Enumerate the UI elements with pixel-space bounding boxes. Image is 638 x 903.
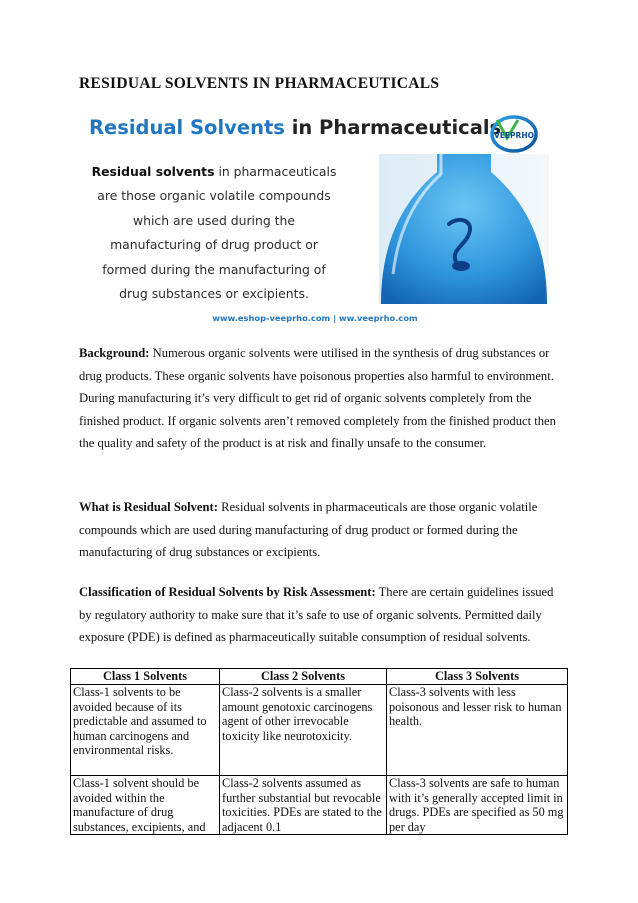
table-header-class1: Class 1 Solvents xyxy=(71,669,220,685)
table-cell: Class-2 solvents is a smaller amount genotoxic carcinogens agent of other irrevocable toxicity like neurotoxicity. xyxy=(220,685,387,776)
banner-description xyxy=(87,160,341,306)
table-row xyxy=(71,685,568,776)
background-label: Background: xyxy=(79,346,150,360)
table-cell: Class-1 solvent should be avoided within the manufacture of drug substances, excipients, and xyxy=(71,776,220,835)
table-header-class2: Class 2 Solvents xyxy=(220,669,387,685)
background-text: Numerous organic solvents were utilised in the synthesis of drug substances or drug products. These organic solvents have poisonous properties also harmful to environment. During manufacturing it’s very difficult to get rid of organic solvents completely from the finished product. If organic solvents aren’t removed completely from the finished product then the quality and safety of the product is at risk and finally unsafe to the consumer. xyxy=(79,346,556,451)
page-title: RESIDUAL SOLVENTS IN PHARMACEUTICALS xyxy=(79,75,440,92)
table-row xyxy=(71,776,568,835)
classification-label: Classification of Residual Solvents by Risk Assessment: xyxy=(79,585,376,599)
banner-heading-part2: in Pharmaceuticals xyxy=(291,116,502,139)
table-cell: Class-1 solvents to be avoided because of its predictable and assumed to human carcinogens and environmental risks. xyxy=(71,685,220,776)
definition-text: Residual solvents in pharmaceuticals are those organic volatile compounds which are used during manufacturing of drug product or formed during the manufacturing of drug substances or excipients. xyxy=(79,500,538,560)
logo-text: VEEPRHO xyxy=(494,131,534,140)
banner-heading-part1: Residual Solvents xyxy=(89,116,285,139)
solvent-class-table xyxy=(70,668,568,835)
table-header-row xyxy=(71,669,568,685)
banner-description-strong: Residual solvents xyxy=(91,164,215,179)
background-paragraph xyxy=(79,342,561,455)
infographic-banner xyxy=(83,108,547,336)
banner-url: www.eshop-veeprho.com | ww.veeprho.com xyxy=(212,313,418,323)
table-cell: Class-3 solvents with less poisonous and lesser risk to human health. xyxy=(387,685,568,776)
classification-paragraph xyxy=(79,581,561,649)
flask-image xyxy=(379,154,549,304)
table-cell: Class-3 solvents are safe to human with it’s generally accepted limit in drugs. PDEs are specified as 50 mg per day xyxy=(387,776,568,835)
classification-text: There are certain guidelines issued by regulatory authority to make sure that it’s safe to use of organic solvents. Permitted daily exposure (PDE) is defined as pharmaceutically suitable consumption of residual solvents. xyxy=(79,585,554,645)
definition-paragraph xyxy=(79,496,561,564)
table-header-class3: Class 3 Solvents xyxy=(387,669,568,685)
definition-label: What is Residual Solvent: xyxy=(79,500,218,514)
banner-heading xyxy=(89,116,501,139)
banner-description-rest: in pharmaceuticals are those organic volatile compounds which are used during the manufacturing of drug product or formed during the manufacturing of drug substances or excipients. xyxy=(97,164,337,302)
table-cell: Class-2 solvents assumed as further substantial but revocable toxicities. PDEs are stated to the adjacent 0.1 xyxy=(220,776,387,835)
veeprho-logo xyxy=(490,114,538,154)
